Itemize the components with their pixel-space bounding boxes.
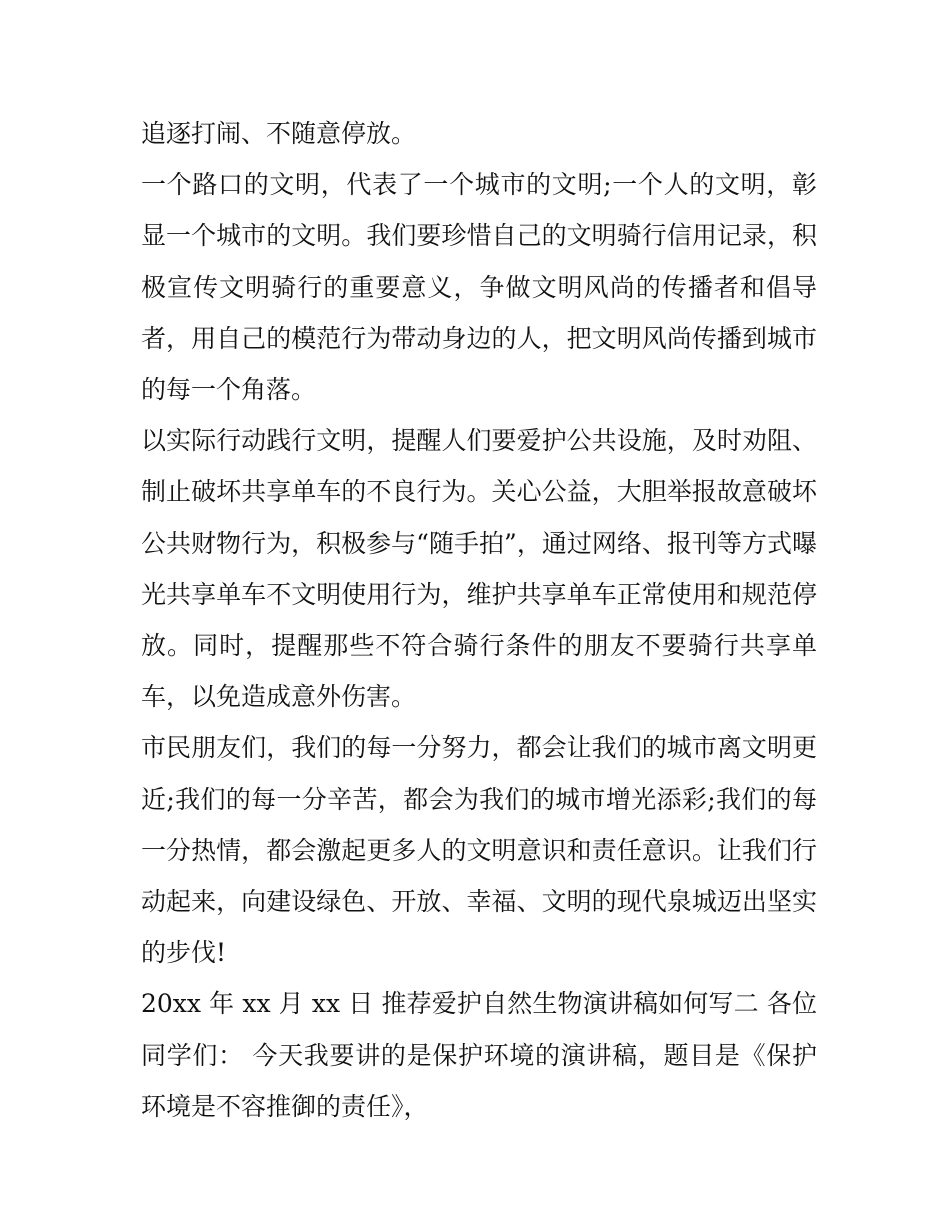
paragraph-4: 市民朋友们，我们的每一分努力，都会让我们的城市离文明更近;我们的每一分辛苦，都会为我们的城市增光添彩;我们的每一分热情，都会激起更多人的文明意识和责任意识。让我们行动起来，向建设绿色、开放、幸福、文明的现代泉城迈出坚实的步伐! [141, 733, 817, 968]
paragraph-2: 一个路口的文明，代表了一个城市的文明;一个人的文明，彰显一个城市的文明。我们要珍惜自己的文明骑行信用记录，积极宣传文明骑行的重要意义，争做文明风尚的传播者和倡导者，用自己的模范行为带动身边的人，把文明风尚传播到城市的每一个角落。 [141, 170, 817, 405]
document-body [141, 108, 817, 1132]
paragraph-1: 追逐打闹、不随意停放。 [141, 119, 417, 148]
paragraph-3: 以实际行动践行文明，提醒人们要爱护公共设施，及时劝阻、制止破坏共享单车的不良行为。关心公益，大胆举报故意破坏公共财物行为，积极参与“随手拍”，通过网络、报刊等方式曝光共享单车不文明使用行为，维护共享单车正常使用和规范停放。同时，提醒那些不符合骑行条件的朋友不要骑行共享单车，以免造成意外伤害。 [141, 426, 817, 712]
paragraph-5: 20xx 年 xx 月 xx 日 推荐爱护自然生物演讲稿如何写二 各位同学们： 今天我要讲的是保护环境的演讲稿，题目是《保护环境是不容推御的责任》， [141, 989, 817, 1121]
